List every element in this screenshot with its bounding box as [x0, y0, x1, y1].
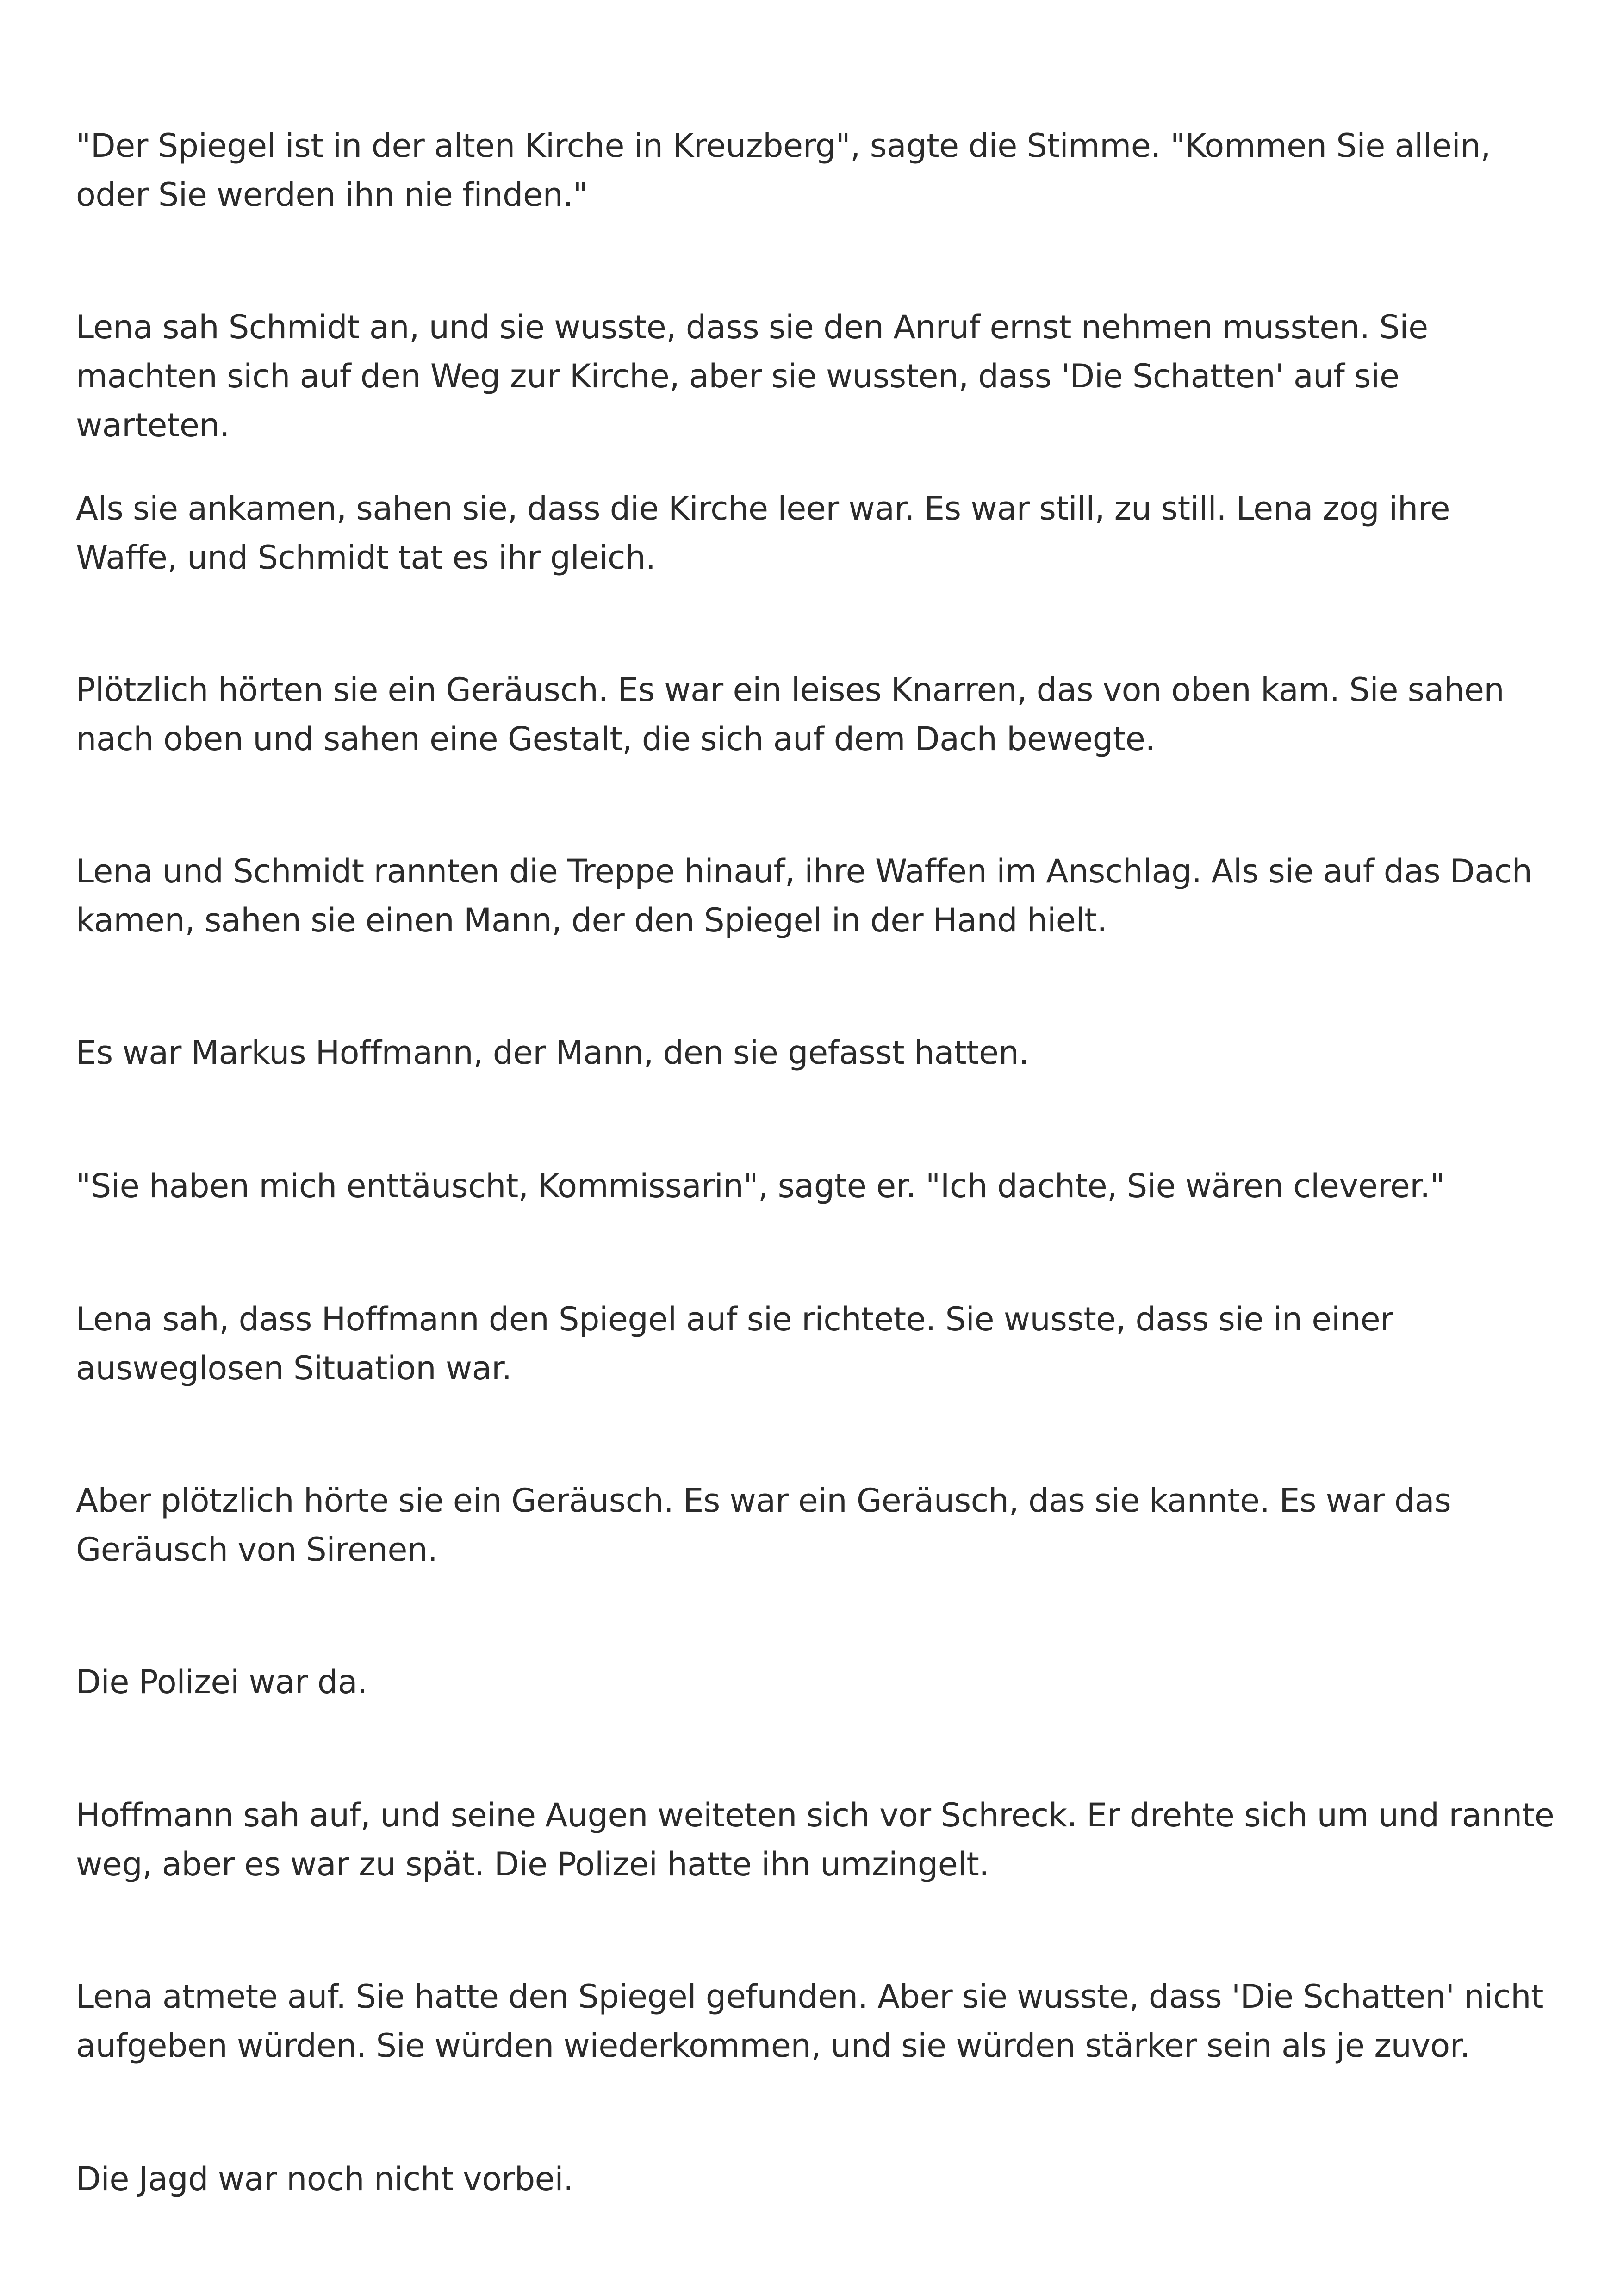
paragraph: Es war Markus Hoffmann, der Mann, den sie gefasst hatten.: [76, 1034, 1029, 1072]
paragraph: Lena sah Schmidt an, und sie wusste, dass sie den Anruf ernst nehmen mussten. Sie machten sich auf den Weg zur Kirche, aber sie wussten, dass 'Die Schatten' auf sie warteten.: [76, 308, 1428, 444]
paragraph: Hoffmann sah auf, und seine Augen weiteten sich vor Schreck. Er drehte sich um und rannte weg, aber es war zu spät. Die Polizei hatte ihn umzingelt.: [76, 1796, 1555, 1883]
paragraph: Lena atmete auf. Sie hatte den Spiegel gefunden. Aber sie wusste, dass 'Die Schatten' nicht aufgeben würden. Sie würden wiederkommen, und sie würden stärker sein als je zuvor.: [76, 1978, 1543, 2065]
paragraph: Lena sah, dass Hoffmann den Spiegel auf sie richtete. Sie wusste, dass sie in einer ausweglosen Situation war.: [76, 1300, 1393, 1387]
paragraph: Die Jagd war noch nicht vorbei.: [76, 2160, 573, 2198]
paragraph: "Sie haben mich enttäuscht, Kommissarin", sagte er. "Ich dachte, Sie wären cleverer.": [76, 1167, 1445, 1205]
paragraph: Die Polizei war da.: [76, 1663, 367, 1701]
paragraph: Plötzlich hörten sie ein Geräusch. Es war ein leises Knarren, das von oben kam. Sie sahen nach oben und sahen eine Gestalt, die sich auf dem Dach bewegte.: [76, 671, 1505, 758]
paragraph: Lena und Schmidt rannten die Treppe hinauf, ihre Waffen im Anschlag. Als sie auf das Dach kamen, sahen sie einen Mann, der den Spiegel in der Hand hielt.: [76, 852, 1532, 939]
paragraph: Als sie ankamen, sahen sie, dass die Kirche leer war. Es war still, zu still. Lena zog ihre Waffe, und Schmidt tat es ihr gleich.: [76, 490, 1450, 577]
paragraph: "Der Spiegel ist in der alten Kirche in Kreuzberg", sagte die Stimme. "Kommen Sie allein, oder Sie werden ihn nie finden.": [76, 127, 1491, 214]
paragraph: Aber plötzlich hörte sie ein Geräusch. Es war ein Geräusch, das sie kannte. Es war das Geräusch von Sirenen.: [76, 1482, 1451, 1569]
